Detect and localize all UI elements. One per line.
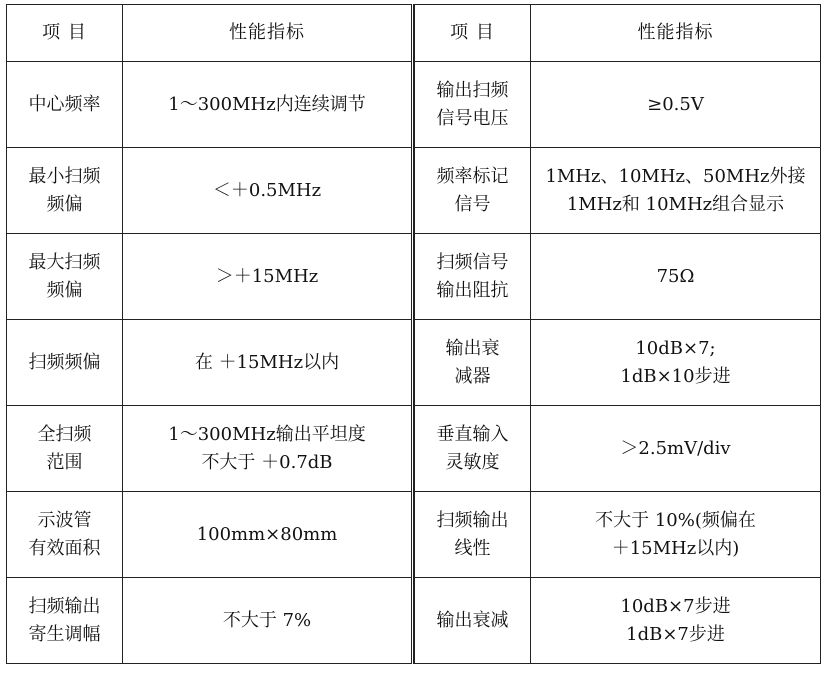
item-line: 信号电压 xyxy=(436,107,509,129)
spec-table-container xyxy=(6,4,821,664)
spec-line: ≥0.5V xyxy=(647,93,704,115)
item-line: 垂直输入 xyxy=(436,423,509,445)
spec-line: 1dB×10步进 xyxy=(620,365,731,387)
table-row xyxy=(415,578,821,664)
item-cell xyxy=(7,62,123,148)
spec-line: ＞＋15MHz xyxy=(215,265,319,287)
spec-line: 10dB×7步进 xyxy=(620,595,731,617)
item-line: 输出衰 xyxy=(445,337,500,359)
item-line: 输出阻抗 xyxy=(436,279,509,301)
spec-cell xyxy=(531,578,821,664)
header-spec: 性能指标 xyxy=(531,5,821,62)
spec-cell xyxy=(123,62,413,148)
spec-line: ＞2.5mV/div xyxy=(620,437,731,459)
header-item: 项 目 xyxy=(7,5,123,62)
spec-cell xyxy=(123,578,413,664)
table-row xyxy=(7,62,413,148)
table-row xyxy=(7,148,413,234)
item-line: 灵敏度 xyxy=(445,451,500,473)
item-line: 最大扫频 xyxy=(28,251,101,273)
spec-cell xyxy=(531,320,821,406)
item-line: 中心频率 xyxy=(28,93,101,115)
item-cell xyxy=(7,148,123,234)
spec-line: 100mm×80mm xyxy=(196,523,338,545)
spec-line: 不大于 7% xyxy=(222,609,312,631)
table-row xyxy=(7,234,413,320)
table-row xyxy=(415,148,821,234)
item-line: 有效面积 xyxy=(28,537,101,559)
header-row xyxy=(415,5,821,62)
spec-cell xyxy=(531,62,821,148)
spec-cell xyxy=(123,320,413,406)
item-line: 减器 xyxy=(454,365,491,387)
left-table-body xyxy=(7,62,413,664)
table-row xyxy=(415,234,821,320)
spec-cell xyxy=(123,406,413,492)
item-cell xyxy=(7,406,123,492)
spec-cell xyxy=(531,492,821,578)
item-line: 扫频输出 xyxy=(436,509,509,531)
spec-line: ＜＋0.5MHz xyxy=(212,179,322,201)
item-line: 线性 xyxy=(454,537,491,559)
table-row xyxy=(7,492,413,578)
spec-line: 1dB×7步进 xyxy=(626,623,725,645)
spec-line: 1～300MHz内连续调节 xyxy=(168,93,366,115)
spec-line: 在 ＋15MHz以内 xyxy=(194,351,340,373)
spec-cell xyxy=(123,492,413,578)
spec-table-left xyxy=(6,4,414,664)
item-line: 扫频输出 xyxy=(28,595,101,617)
spec-table-right xyxy=(414,4,821,664)
spec-line: 10dB×7; xyxy=(635,337,716,359)
item-cell xyxy=(415,62,531,148)
header-spec: 性能指标 xyxy=(123,5,413,62)
spec-cell xyxy=(531,148,821,234)
table-row xyxy=(7,320,413,406)
item-line: 范围 xyxy=(46,451,83,473)
header-item: 项 目 xyxy=(415,5,531,62)
spec-cell xyxy=(531,406,821,492)
item-line: 信号 xyxy=(454,193,491,215)
table-row xyxy=(415,320,821,406)
item-cell xyxy=(415,578,531,664)
header-row xyxy=(7,5,413,62)
table-row xyxy=(7,578,413,664)
item-line: 频偏 xyxy=(46,279,83,301)
table-row xyxy=(7,406,413,492)
item-line: 全扫频 xyxy=(37,423,92,445)
right-table-body xyxy=(415,62,821,664)
spec-cell xyxy=(123,234,413,320)
item-cell xyxy=(415,492,531,578)
item-line: 寄生调幅 xyxy=(28,623,101,645)
spec-line: 不大于 10%(频偏在 xyxy=(595,509,756,531)
item-cell xyxy=(415,148,531,234)
item-line: 示波管 xyxy=(37,509,92,531)
spec-line: 1～300MHz输出平坦度 xyxy=(168,423,366,445)
item-line: 频偏 xyxy=(46,193,83,215)
spec-line: 75Ω xyxy=(656,265,695,287)
item-cell xyxy=(415,234,531,320)
spec-line: 不大于 ＋0.7dB xyxy=(201,451,333,473)
item-line: 扫频信号 xyxy=(436,251,509,273)
item-line: 扫频频偏 xyxy=(28,351,101,373)
item-line: 输出扫频 xyxy=(436,79,509,101)
spec-line: 1MHz和 10MHz组合显示 xyxy=(566,193,785,215)
item-cell xyxy=(7,578,123,664)
item-cell xyxy=(415,406,531,492)
item-line: 最小扫频 xyxy=(28,165,101,187)
spec-cell xyxy=(123,148,413,234)
item-cell xyxy=(7,234,123,320)
spec-line: ＋15MHz以内) xyxy=(611,537,740,559)
table-row xyxy=(415,62,821,148)
item-cell xyxy=(7,492,123,578)
item-cell xyxy=(7,320,123,406)
item-cell xyxy=(415,320,531,406)
spec-line: 1MHz、10MHz、50MHz外接 xyxy=(545,165,806,187)
table-row xyxy=(415,492,821,578)
spec-cell xyxy=(531,234,821,320)
item-line: 频率标记 xyxy=(436,165,509,187)
table-row xyxy=(415,406,821,492)
item-line: 输出衰减 xyxy=(436,609,509,631)
